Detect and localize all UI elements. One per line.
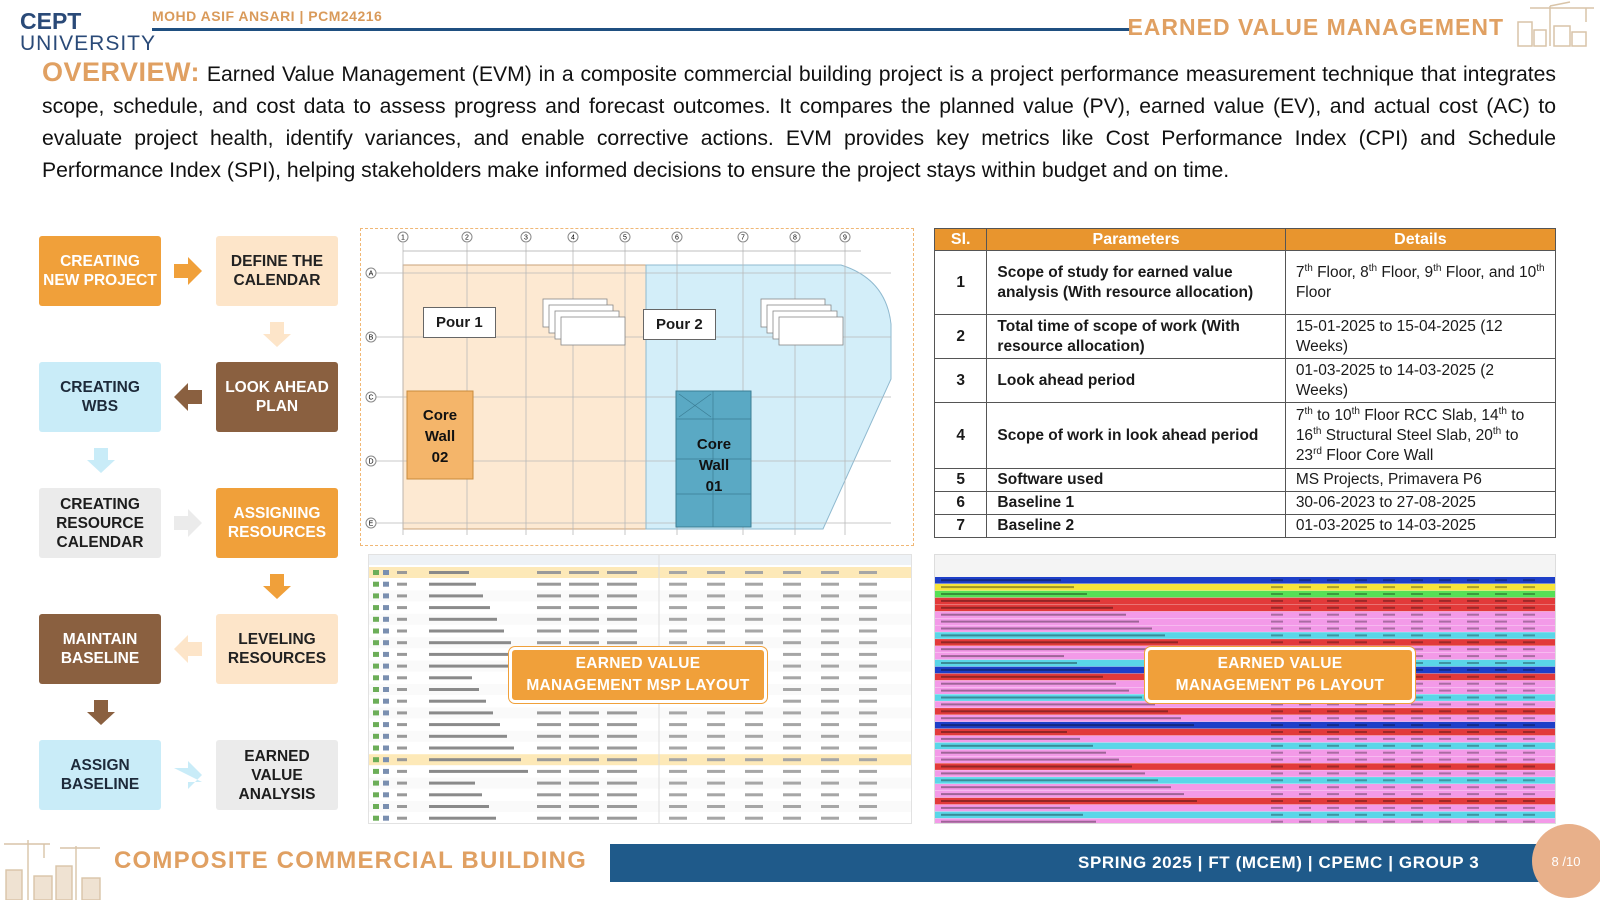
floor-plan-drawing — [361, 229, 915, 547]
row-sl: 5 — [935, 469, 987, 492]
floor-plan — [360, 228, 914, 546]
core-wall-02-line2: Wall — [424, 428, 456, 445]
msp-schedule-screenshot — [368, 554, 912, 824]
flow-maintain-baseline: MAINTAIN BASELINE — [39, 614, 161, 684]
grid-row-label: A — [368, 270, 374, 278]
grid-row-label: D — [368, 458, 374, 466]
flow-creating-wbs: CREATING WBS — [39, 362, 161, 432]
row-sl: 2 — [935, 315, 987, 359]
header-sl: Sl. — [935, 229, 987, 251]
p6-schedule-screenshot — [934, 554, 1556, 824]
row-param: Baseline 2 — [987, 515, 1285, 538]
p6-layout-callout: EARNED VALUE MANAGEMENT P6 LAYOUT — [1145, 647, 1415, 703]
header-parameters: Parameters — [987, 229, 1285, 251]
arrow-down-icon — [262, 320, 292, 348]
core-wall-01-label — [679, 434, 749, 497]
arrow-down-icon — [262, 572, 292, 600]
row-param: Total time of scope of work (With resource allocation) — [987, 315, 1285, 359]
grid-col-label: 4 — [571, 234, 575, 242]
flow-assign-baseline: ASSIGN BASELINE — [39, 740, 161, 810]
construction-crane-icon — [1510, 0, 1596, 48]
arrow-right-icon — [172, 508, 204, 538]
row-detail: 01-03-2025 to 14-03-2025 (2 Weeks) — [1285, 359, 1555, 403]
overview-text: Earned Value Management (EVM) in a composite commercial building project is a project performance measurement technique that integrates scope, schedule, and cost data to assess progress and forecast outcomes. It compares the planned value (PV), earned value (EV), and actual cost (AC) to evaluate project health, identify variances, and enable corrective actions. EVM provides key metrics like Cost Performance Index (CPI) and Schedule Performance Index (SPI), helping stakeholders make informed decisions to ensure the project stays within budget and on time. — [42, 63, 1556, 182]
row-sl: 6 — [935, 492, 987, 515]
grid-row-label: C — [368, 394, 374, 402]
row-detail: 30-06-2023 to 27-08-2025 — [1285, 492, 1555, 515]
arrow-down-icon — [86, 698, 116, 726]
table-header-row — [935, 229, 1556, 251]
table-row — [935, 251, 1556, 315]
footer-info: SPRING 2025 | FT (MCEM) | CPEMC | GROUP 3 — [1078, 853, 1480, 872]
overview-paragraph — [42, 56, 1556, 187]
arrow-right-icon — [172, 760, 204, 790]
parameters-table — [934, 228, 1556, 538]
footer-project-title: COMPOSITE COMMERCIAL BUILDING — [114, 847, 588, 874]
row-param: Software used — [987, 469, 1285, 492]
core-wall-01-line1: Core — [696, 436, 732, 453]
logo-line2: UNIVERSITY — [20, 32, 157, 55]
pour-1-label: Pour 1 — [423, 307, 496, 338]
grid-col-label: 1 — [401, 234, 405, 242]
flow-assigning-resources: ASSIGNING RESOURCES — [216, 488, 338, 558]
core-wall-02-label — [411, 405, 469, 468]
flow-define-calendar: DEFINE THE CALENDAR — [216, 236, 338, 306]
flow-look-ahead-plan: LOOK AHEAD PLAN — [216, 362, 338, 432]
grid-col-label: 9 — [843, 234, 847, 242]
arrow-down-icon — [86, 446, 116, 474]
pour-2-label: Pour 2 — [643, 309, 716, 340]
row-sl: 3 — [935, 359, 987, 403]
row-detail: 7th Floor, 8th Floor, 9th Floor, and 10th Floor — [1285, 251, 1555, 315]
arrow-left-icon — [172, 634, 204, 664]
flow-earned-value-analysis: EARNED VALUE ANALYSIS — [216, 740, 338, 810]
header-rule — [152, 28, 1132, 31]
core-wall-02-line3: 02 — [431, 449, 449, 466]
table-row — [935, 515, 1556, 538]
grid-col-label: 2 — [465, 234, 469, 242]
grid-col-label: 5 — [623, 234, 627, 242]
table-row — [935, 403, 1556, 469]
row-detail: MS Projects, Primavera P6 — [1285, 469, 1555, 492]
row-sl: 4 — [935, 403, 987, 469]
grid-col-label: 6 — [675, 234, 679, 242]
section-title: EARNED VALUE MANAGEMENT — [1127, 14, 1504, 40]
cept-logo — [20, 8, 157, 60]
grid-col-label: 7 — [741, 234, 745, 242]
author-name: MOHD ASIF ANSARI | PCM24216 — [152, 8, 383, 24]
row-param: Baseline 1 — [987, 492, 1285, 515]
header-details: Details — [1285, 229, 1555, 251]
flow-leveling-resources: LEVELING RESOURCES — [216, 614, 338, 684]
overview-label: OVERVIEW: — [42, 57, 201, 87]
grid-row-label: E — [368, 520, 374, 528]
row-detail: 15-01-2025 to 15-04-2025 (12 Weeks) — [1285, 315, 1555, 359]
table-row — [935, 359, 1556, 403]
construction-skyline-icon — [0, 836, 112, 900]
core-wall-02-line1: Core — [422, 407, 458, 424]
page-number: 8 /10 — [1532, 824, 1600, 898]
row-detail: 01-03-2025 to 14-03-2025 — [1285, 515, 1555, 538]
arrow-left-icon — [172, 382, 204, 412]
core-wall-01-line2: Wall — [698, 457, 730, 474]
logo-line1: CEPT — [20, 8, 82, 34]
row-param: Look ahead period — [987, 359, 1285, 403]
row-param: Scope of work in look ahead period — [987, 403, 1285, 469]
grid-col-label: 3 — [524, 234, 528, 242]
row-param: Scope of study for earned value analysis (With resource allocation) — [987, 251, 1285, 315]
table-row — [935, 469, 1556, 492]
row-detail: 7th to 10th Floor RCC Slab, 14th to 16th Structural Steel Slab, 20th to 23rd Floor Core Wall — [1285, 403, 1555, 469]
grid-col-label: 8 — [793, 234, 797, 242]
row-sl: 1 — [935, 251, 987, 315]
flow-creating-resource-calendar: CREATING RESOURCE CALENDAR — [39, 488, 161, 558]
msp-layout-callout: EARNED VALUE MANAGEMENT MSP LAYOUT — [509, 647, 767, 703]
table-row — [935, 315, 1556, 359]
arrow-right-icon — [172, 256, 204, 286]
table-row — [935, 492, 1556, 515]
row-sl: 7 — [935, 515, 987, 538]
grid-row-label: B — [368, 334, 374, 342]
flow-creating-new-project: CREATING NEW PROJECT — [39, 236, 161, 306]
core-wall-01-line3: 01 — [705, 478, 723, 495]
